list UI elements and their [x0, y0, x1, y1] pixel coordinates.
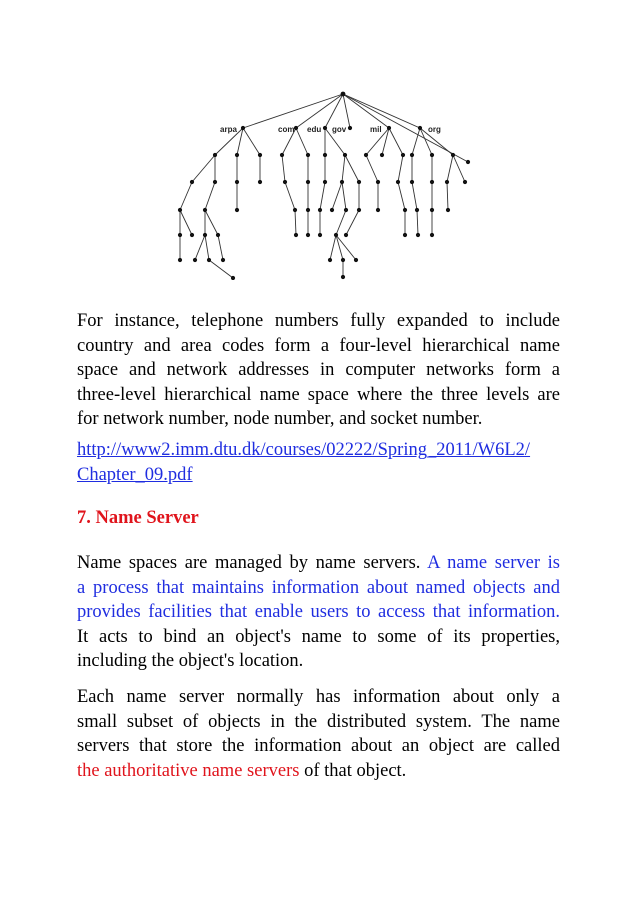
tree-node [430, 180, 434, 184]
tree-node [216, 233, 220, 237]
tree-node [334, 233, 338, 237]
tree-node [293, 208, 297, 212]
text-line: country and area codes form a four-level hierarchical name [77, 335, 560, 356]
text-line: It acts to bind an object's name to some of its properties, [77, 626, 560, 647]
tree-node [416, 233, 420, 237]
section-heading: 7. Name Server [77, 508, 199, 528]
tree-node [341, 275, 345, 279]
tree-label-gov: gov [332, 125, 347, 134]
tree-node [463, 180, 467, 184]
highlighted-definition: provides facilities that enable users to access that information. [77, 602, 560, 622]
tree-node [207, 258, 211, 262]
text-line: including the object's location. [77, 651, 304, 671]
tree-edge [195, 235, 205, 260]
highlighted-term: the authoritative name servers [77, 760, 300, 781]
tree-node [466, 160, 470, 164]
tree-node [306, 153, 310, 157]
tree-edge [342, 182, 346, 210]
tree-node [418, 126, 422, 130]
tree-node [318, 208, 322, 212]
tree-node [283, 180, 287, 184]
tree-node [396, 180, 400, 184]
tree-node [348, 126, 352, 130]
tree-node [235, 208, 239, 212]
tree-node [213, 180, 217, 184]
tree-edge [412, 182, 417, 210]
tree-node [446, 208, 450, 212]
tree-edge [345, 155, 359, 182]
tree-edge [209, 260, 233, 278]
tree-edge [398, 155, 403, 182]
tree-edge [218, 235, 223, 260]
text-line: space and network addresses in computer networks form a [77, 360, 560, 380]
tree-node [221, 258, 225, 262]
tree-node [323, 153, 327, 157]
text-segment: Name spaces are managed by name servers. [77, 553, 428, 573]
text-line: servers that store the information about an object are called [77, 736, 560, 756]
tree-edge [285, 182, 295, 210]
highlighted-definition: a process that maintains information about named objects and [77, 577, 560, 598]
tree-node [306, 180, 310, 184]
tree-edge [366, 155, 378, 182]
tree-edge [332, 182, 342, 210]
tree-edge [180, 182, 192, 210]
paragraph-intro [77, 309, 560, 432]
tree-node [430, 208, 434, 212]
tree-edge [398, 182, 405, 210]
tree-node [213, 153, 217, 157]
tree-node [231, 276, 235, 280]
tree-node [364, 153, 368, 157]
tree-node [235, 153, 239, 157]
tree-node [241, 126, 245, 130]
tree-node [410, 153, 414, 157]
tree-node [403, 233, 407, 237]
tree-node [190, 180, 194, 184]
tree-edge [417, 210, 418, 235]
tree-node [401, 153, 405, 157]
tree-edge [237, 128, 243, 155]
tree-node [330, 208, 334, 212]
tree-edge [320, 182, 325, 210]
tree-node [193, 258, 197, 262]
tree-node [323, 126, 327, 130]
tree-label-mil: mil [370, 125, 382, 134]
tree-node [280, 153, 284, 157]
tree-edge [447, 155, 453, 182]
tree-node [445, 180, 449, 184]
tree-node [341, 92, 346, 97]
tree-edge [205, 182, 215, 210]
tree-node [318, 233, 322, 237]
tree-node [376, 180, 380, 184]
tree-edge [389, 128, 403, 155]
tree-node [178, 233, 182, 237]
tree-node [344, 233, 348, 237]
tree-node [203, 208, 207, 212]
tree-edge [205, 235, 209, 260]
tree-node [190, 233, 194, 237]
tree-node [354, 258, 358, 262]
tree-node [294, 126, 298, 130]
text-line: three-level hierarchical name space where the three levels are [77, 384, 560, 405]
text-line: small subset of objects in the distributed system. The name [77, 711, 560, 732]
reference-link-line-1[interactable]: http://www2.imm.dtu.dk/courses/02222/Spring_2011/W6L2/ [77, 440, 531, 460]
tree-node [357, 180, 361, 184]
text-line [77, 551, 560, 576]
tree-node [430, 153, 434, 157]
text-segment: of that object. [299, 760, 407, 781]
tree-node [235, 180, 239, 184]
tree-edge [342, 155, 345, 182]
tree-node [357, 208, 361, 212]
tree-edge [296, 94, 343, 128]
paragraph-name-server [77, 551, 560, 674]
tree-node [451, 153, 455, 157]
tree-node [258, 180, 262, 184]
tree-label-com: com [278, 125, 295, 134]
tree-node [203, 233, 207, 237]
tree-node [403, 208, 407, 212]
tree-node [415, 208, 419, 212]
tree-node [410, 180, 414, 184]
paragraph-authoritative [77, 685, 560, 783]
tree-edge [180, 210, 192, 235]
tree-label-org: org [428, 125, 441, 134]
tree-node [340, 180, 344, 184]
reference-link-line-2[interactable]: Chapter_09.pdf [77, 464, 193, 485]
text-line: For instance, telephone numbers fully expanded to include [77, 311, 560, 331]
tree-node [294, 233, 298, 237]
tree-edge [295, 210, 296, 235]
tree-edge [346, 210, 359, 235]
tree-node [323, 180, 327, 184]
text-line: for network number, node number, and socket number. [77, 409, 483, 429]
tree-edge [330, 235, 336, 260]
tree-edge [192, 155, 215, 182]
tree-node [306, 233, 310, 237]
name-space-tree-diagram [160, 70, 490, 280]
tree-node [380, 153, 384, 157]
tree-edge [336, 210, 346, 235]
tree-edge [282, 155, 285, 182]
text-line [77, 759, 560, 784]
tree-label-edu: edu [307, 125, 322, 134]
tree-edge [336, 235, 356, 260]
tree-node [306, 208, 310, 212]
tree-node [258, 153, 262, 157]
tree-node [328, 258, 332, 262]
tree-node [430, 233, 434, 237]
tree-node [178, 258, 182, 262]
tree-edge [343, 94, 350, 128]
tree-node [376, 208, 380, 212]
text-line: Each name server normally has information about only a [77, 687, 560, 707]
tree-edge [243, 128, 260, 155]
tree-edge [447, 182, 448, 210]
tree-node [341, 258, 345, 262]
tree-node [387, 126, 391, 130]
tree-edge [205, 210, 218, 235]
reference-link-block [77, 438, 560, 487]
tree-node [343, 153, 347, 157]
tree-label-arpa: arpa [220, 125, 237, 134]
tree-node [178, 208, 182, 212]
highlighted-definition: A name server is [427, 553, 561, 573]
tree-node [344, 208, 348, 212]
